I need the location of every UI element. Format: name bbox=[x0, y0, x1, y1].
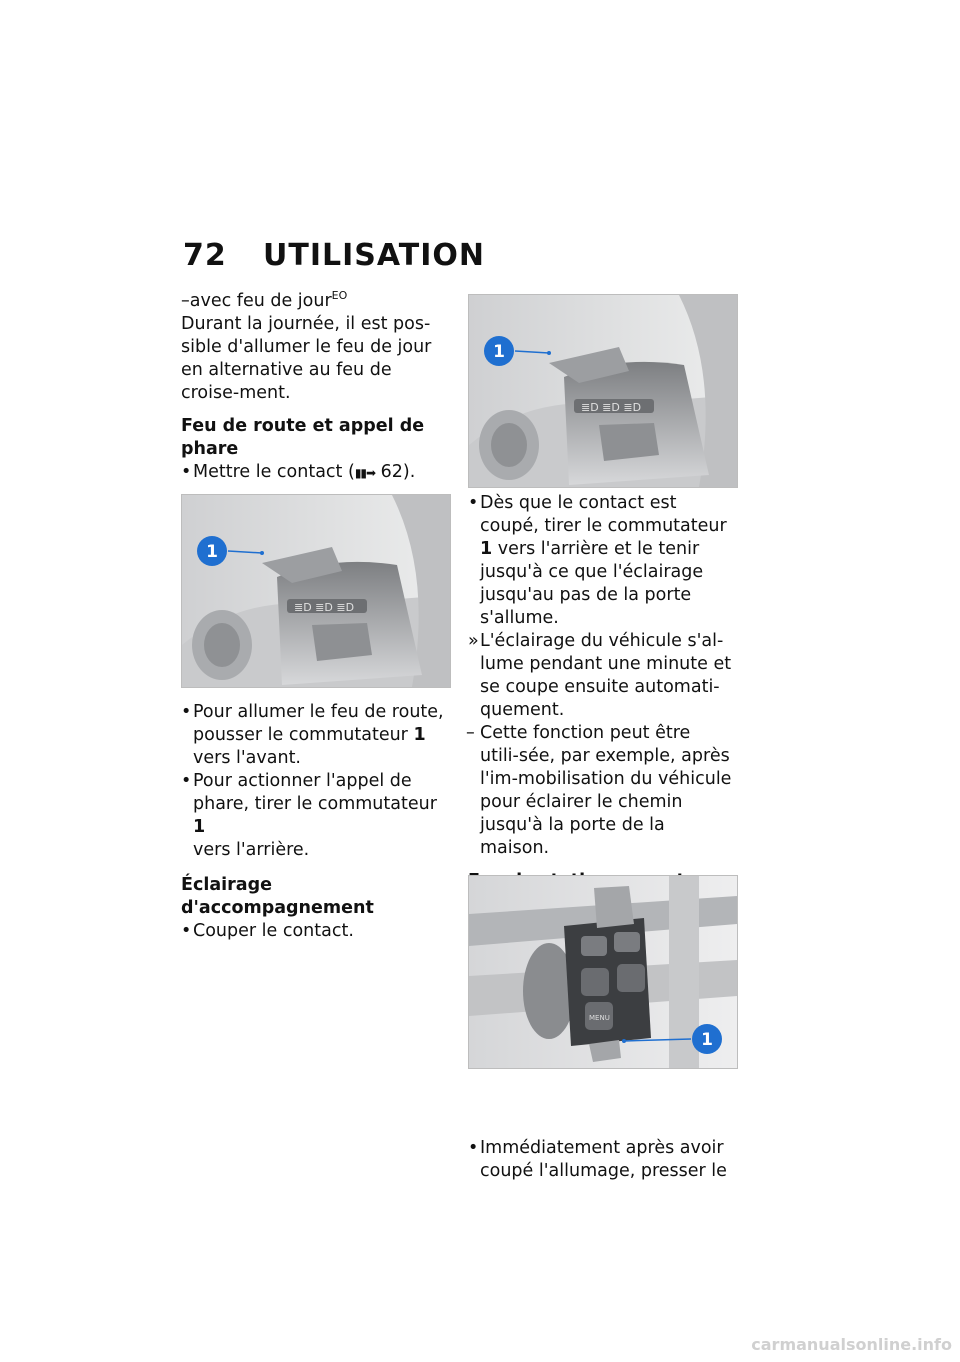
result-arrow-icon: » bbox=[468, 631, 479, 651]
intro-superscript: EO bbox=[331, 289, 348, 303]
intro-dash-line: –avec feu de jour$^{EO}$ bbox=[181, 289, 348, 311]
item-text: Pour actionner l'appel de phare, tirer le commutateur bbox=[193, 771, 437, 814]
watermark: carmanualsonline.info bbox=[751, 1335, 952, 1354]
figure-high-beam-switch bbox=[181, 494, 451, 688]
item-tail: vers l'avant. bbox=[193, 748, 301, 768]
figure-callout-label: 1 bbox=[493, 342, 505, 362]
svg-text:≣D ≣D ≣D: ≣D ≣D ≣D bbox=[294, 601, 355, 614]
page-number: 72 bbox=[183, 238, 227, 273]
list-item bbox=[181, 701, 446, 770]
list-item bbox=[181, 461, 446, 485]
bullet-dot-icon: • bbox=[181, 771, 192, 791]
figure-escort-switch bbox=[468, 294, 738, 488]
item-text: L'éclairage du véhicule s'al-lume pendant une minute et se coupe ensuite automati-quement. bbox=[480, 631, 732, 720]
right-column bbox=[468, 492, 733, 1183]
item-text: Cette fonction peut être utili-sée, par exemple, après l'im-mobilisation du véhicule pour éclairer le chemin jusqu'à la porte de la maison. bbox=[480, 723, 732, 858]
page-header bbox=[183, 238, 485, 273]
heading-high-beam: Feu de route et appel de phare bbox=[181, 416, 425, 459]
list-item bbox=[468, 1137, 733, 1183]
item-bold: 1 bbox=[193, 817, 206, 837]
item-text: Pour allumer le feu de route, pousser le commutateur bbox=[193, 702, 444, 745]
arrow-ref-icon: ▮▮➡ bbox=[354, 466, 376, 480]
intro-dash-text: avec feu de jour bbox=[189, 291, 332, 311]
dash-mark-icon: – bbox=[466, 723, 475, 743]
bullet-dot-icon: • bbox=[468, 493, 479, 513]
intro-paragraph: Durant la journée, il est pos-sible d'allumer le feu de jour en alternative au feu de croise-ment. bbox=[181, 314, 432, 403]
list-item bbox=[181, 920, 446, 943]
svg-text:≣D ≣D ≣D: ≣D ≣D ≣D bbox=[581, 401, 642, 414]
item-tail: vers l'arrière et le tenir jusqu'à ce que l'éclairage jusqu'au pas de la porte s'allume. bbox=[480, 539, 704, 628]
list-item bbox=[181, 770, 446, 862]
item-text: Dès que le contact est coupé, tirer le commutateur bbox=[480, 493, 727, 536]
item-text: Mettre le contact ( bbox=[193, 462, 355, 482]
page-title: UTILISATION bbox=[263, 238, 485, 273]
item-ref: 62). bbox=[380, 462, 416, 482]
bullet-dot-icon: • bbox=[181, 921, 192, 941]
figure-callout-label: 1 bbox=[701, 1030, 713, 1050]
bullet-dot-icon: • bbox=[181, 702, 192, 722]
note-item bbox=[468, 722, 733, 860]
item-text: Immédiatement après avoir coupé l'allumage, presser le bbox=[480, 1138, 727, 1181]
item-text: Couper le contact. bbox=[193, 921, 354, 941]
figure-menu-label: MENU bbox=[589, 1014, 610, 1022]
item-bold: 1 bbox=[413, 725, 426, 745]
result-item bbox=[468, 630, 733, 722]
figure-callout-label: 1 bbox=[206, 542, 218, 562]
bullet-dot-icon: • bbox=[468, 1138, 479, 1158]
item-tail: vers l'arrière. bbox=[193, 840, 310, 860]
bullet-dot-icon: • bbox=[181, 462, 192, 482]
heading-escort-lighting: Éclairage d'accompagnement bbox=[181, 875, 374, 918]
figure-parking-switch bbox=[468, 875, 738, 1069]
item-bold: 1 bbox=[480, 539, 493, 559]
list-item bbox=[468, 492, 733, 630]
